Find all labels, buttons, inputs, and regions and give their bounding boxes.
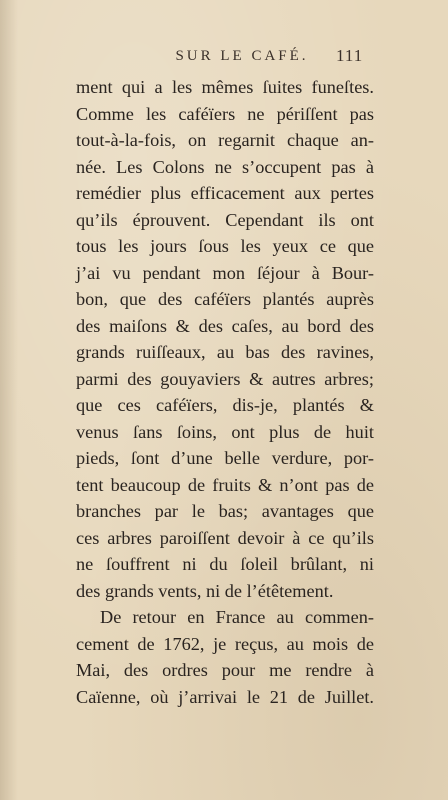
body-text	[76, 74, 374, 710]
text-line: bon, que des caféïers plantés auprès	[76, 289, 374, 309]
text-line: grands ruiſſeaux, au bas des ravines,	[76, 342, 374, 362]
text-line: venus ſans ſoins, ont plus de huit	[76, 421, 374, 442]
text-line: branches par le bas; avantages que	[76, 501, 374, 521]
text-line: pieds, ſont d’une belle verdure, por-	[76, 448, 374, 468]
text-line: Caïenne, où j’arrivai le 21 de Juillet.	[76, 686, 374, 707]
text-line: tous les jours ſous les yeux ce que	[76, 236, 374, 256]
text-line: qu’ils éprouvent. Cependant ils ont	[76, 209, 374, 230]
text-line: remédier plus efficacement aux pertes	[76, 183, 374, 203]
text-line: tent beaucoup de fruits & n’ont pas de	[76, 474, 374, 495]
text-line: ment qui a les mêmes ſuites funeſtes.	[76, 77, 374, 97]
page-number: 111	[336, 46, 364, 65]
text-line: des maiſons & des caſes, au bord des	[76, 315, 374, 336]
paragraph-2	[76, 604, 374, 710]
text-line: cement de 1762, je reçus, au mois de	[76, 633, 374, 654]
running-head: SUR LE CAFÉ.	[175, 48, 309, 64]
text-line: ces arbres paroiſſent devoir à ce qu’ils	[76, 527, 374, 548]
spine-shadow	[0, 0, 18, 800]
text-line: née. Les Colons ne s’occupent pas à	[76, 156, 374, 177]
text-line: des grands vents, ni de l’étêtement.	[76, 580, 334, 601]
text-line: j’ai vu pendant mon ſéjour à Bour-	[76, 262, 374, 283]
text-line: tout-à-la-fois, on regarnit chaque an-	[76, 130, 374, 150]
paragraph-1	[76, 74, 374, 604]
text-line: Mai, des ordres pour me rendre à	[76, 660, 374, 680]
text-line: que ces caféïers, dis-je, plantés &	[76, 395, 374, 415]
text-line: De retour en France au commen-	[100, 607, 374, 627]
text-line: parmi des gouyaviers & autres arbres;	[76, 368, 374, 389]
text-line: Comme les caféïers ne périſſent pas	[76, 103, 374, 124]
text-line: ne ſouffrent ni du ſoleil brûlant, ni	[76, 554, 374, 574]
